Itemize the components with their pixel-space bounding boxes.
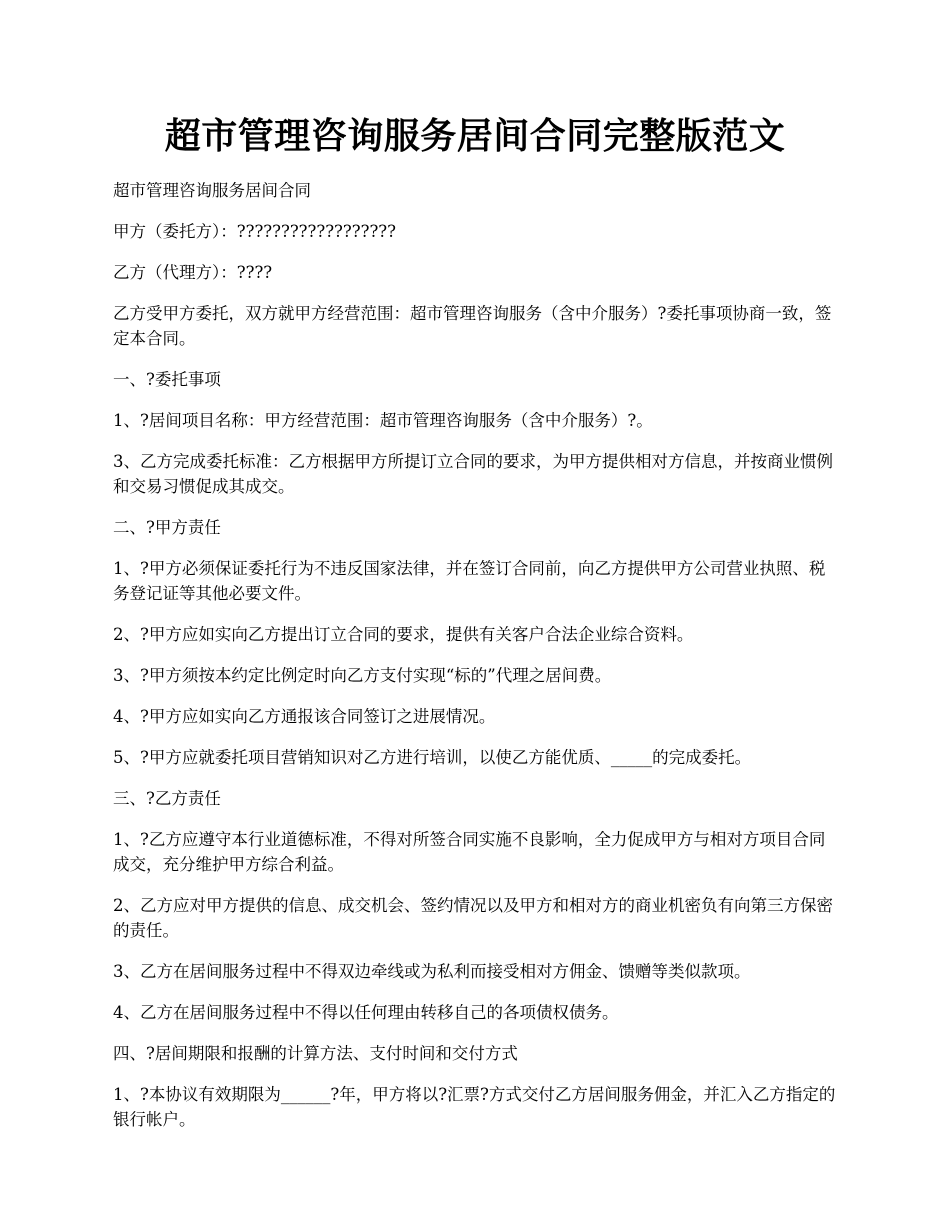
paragraph-item: 1、?本协议有效期限为______?年，甲方将以?汇票?方式交付乙方居间服务佣金，并汇入乙方指定的银行帐户。 (113, 1085, 836, 1129)
document-title: 超市管理咨询服务居间合同完整版范文 (164, 115, 786, 157)
paragraph-item: 4、?甲方应如实向乙方通报该合同签订之进展情况。 (113, 707, 496, 726)
document-body (113, 178, 841, 1148)
paragraph-item: 1、?甲方必须保证委托行为不违反国家法律，并在签订合同前，向乙方提供甲方公司营业执照、税务登记证等其他必要文件。 (113, 559, 826, 603)
paragraph-item: 3、?甲方须按本约定比例定时向乙方支付实现“标的”代理之居间费。 (113, 666, 612, 685)
paragraph-item: 5、?甲方应就委托项目营销知识对乙方进行培训，以使乙方能优质、_____的完成委托。 (113, 748, 752, 767)
section-heading-1: 一、?委托事项 (113, 370, 221, 389)
section-heading-4: 四、?居间期限和报酬的计算方法、支付时间和交付方式 (113, 1044, 518, 1063)
section-heading-2: 二、?甲方责任 (113, 518, 221, 537)
paragraph-item: 4、乙方在居间服务过程中不得以任何理由转移自己的各项债权债务。 (113, 1003, 619, 1022)
paragraph-party-b: 乙方（代理方）：???? (113, 263, 273, 282)
paragraph-item: 3、乙方完成委托标准：乙方根据甲方所提订立合同的要求，为甲方提供相对方信息，并按商业惯例和交易习惯促成其成交。 (113, 452, 833, 496)
paragraph-preamble: 乙方受甲方委托，双方就甲方经营范围：超市管理咨询服务（含中介服务）?委托事项协商一致，签定本合同。 (113, 304, 832, 348)
paragraph-item: 3、乙方在居间服务过程中不得双边牵线或为私利而接受相对方佣金、馈赠等类似款项。 (113, 962, 751, 981)
paragraph-item: 2、?甲方应如实向乙方提出订立合同的要求，提供有关客户合法企业综合资料。 (113, 625, 694, 644)
paragraph-contract-name: 超市管理咨询服务居间合同 (113, 181, 311, 200)
paragraph-party-a: 甲方（委托方）：?????????????????? (113, 222, 396, 241)
paragraph-item: 1、?居间项目名称：甲方经营范围：超市管理咨询服务（含中介服务）?。 (113, 411, 653, 430)
paragraph-item: 2、乙方应对甲方提供的信息、成交机会、签约情况以及甲方和相对方的商业机密负有向第三方保密的责任。 (113, 896, 833, 940)
paragraph-item: 1、?乙方应遵守本行业道德标准，不得对所签合同实施不良影响，全力促成甲方与相对方项目合同成交，充分维护甲方综合利益。 (113, 830, 826, 874)
section-heading-3: 三、?乙方责任 (113, 789, 221, 808)
